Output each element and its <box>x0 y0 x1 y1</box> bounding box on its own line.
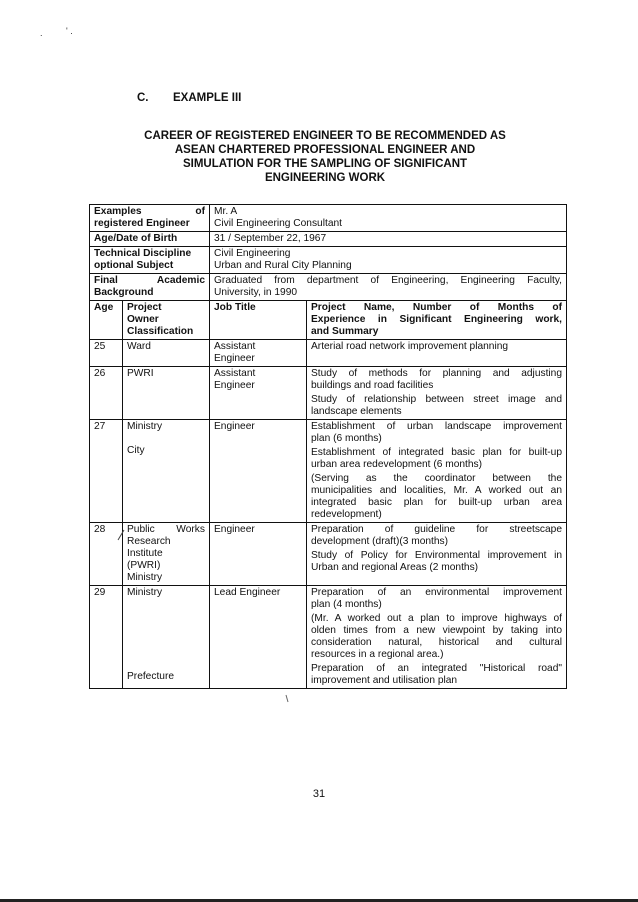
project-entry <box>311 394 562 418</box>
owner-part: City <box>127 445 145 456</box>
engineer-name: Mr. A <box>214 206 238 217</box>
owner-cell <box>123 586 210 689</box>
spacer <box>127 599 205 611</box>
table-row-age-28 <box>90 523 567 586</box>
owner-part: (PWRI) <box>127 560 161 571</box>
table-row-age-25 <box>90 340 567 367</box>
owner-part: Public Works <box>127 524 205 535</box>
background-text: Graduated from department of Engineering, Engineering Faculty, <box>214 275 563 286</box>
job-cell <box>210 340 307 367</box>
label-part: Technical Discipline <box>94 248 192 259</box>
project-line: olden times from a new viewpoint by taking into <box>311 625 563 636</box>
project-cell <box>307 523 567 586</box>
technical-value <box>210 247 567 274</box>
project-entry <box>311 587 562 611</box>
job-cell: Engineer <box>210 420 307 523</box>
examples-label <box>90 205 210 232</box>
project-line: municipalities and localities, Mr. A worked out an <box>311 485 563 496</box>
title-line: ENGINEERING WORK <box>264 172 386 184</box>
header-part: Experience in Significant Engineering work, <box>311 314 563 325</box>
engineer-role: Civil Engineering Consultant <box>214 218 342 229</box>
spacer <box>127 635 205 647</box>
career-table <box>89 204 567 689</box>
project-line: landscape elements <box>311 406 402 417</box>
scan-mark-icon <box>284 694 290 704</box>
table-row-age-26 <box>90 367 567 420</box>
project-line: Study of methods for planning and adjusting <box>311 368 563 379</box>
owner-part: Ministry <box>127 572 163 583</box>
owner-cell: PWRI <box>123 367 210 420</box>
project-cell: Arterial road network improvement planning <box>307 340 567 367</box>
table-row-age-27 <box>90 420 567 523</box>
background-text: University, in 1990 <box>214 287 298 298</box>
project-entry <box>311 368 562 392</box>
title-line: ASEAN CHARTERED PROFESSIONAL ENGINEER AND <box>174 144 476 156</box>
project-entry <box>311 663 562 687</box>
info-row-age <box>90 232 567 247</box>
page-number: 31 <box>312 788 326 800</box>
spacer <box>127 659 205 671</box>
project-line: Preparation of an integrated "Historical road" <box>311 663 563 674</box>
label-part: Examples <box>94 206 142 217</box>
owner-cell <box>123 420 210 523</box>
project-line: buildings and road facilities <box>311 380 434 391</box>
label-part: Final <box>94 275 118 286</box>
spacer <box>127 433 205 445</box>
project-line: resources in a regional area.) <box>311 649 444 660</box>
pen-mark-icon <box>116 528 126 542</box>
owner-part: Ministry <box>127 421 163 432</box>
discipline: Civil Engineering <box>214 248 291 259</box>
info-row-background <box>90 274 567 301</box>
project-line: plan (6 months) <box>311 433 382 444</box>
info-row-examples <box>90 205 567 232</box>
project-line: development (draft)(3 months) <box>311 536 449 547</box>
age-label: Age/Date of Birth <box>90 232 210 247</box>
project-entry <box>311 550 562 574</box>
age-cell: 25 <box>90 340 123 367</box>
owner-cell: Ward <box>123 340 210 367</box>
project-line: Preparation of an environmental improvement <box>311 587 563 598</box>
project-cell <box>307 367 567 420</box>
project-line: (Serving as the coordinator between the <box>311 473 563 484</box>
age-value: 27 <box>94 421 106 432</box>
project-line: Preparation of guideline for streetscape <box>311 524 563 535</box>
background-label <box>90 274 210 301</box>
project-line: improvement and utilisation plan <box>311 675 458 686</box>
header-part: Project Name, Number of Months of <box>311 302 563 313</box>
label-part: of <box>195 206 205 217</box>
info-row-technical <box>90 247 567 274</box>
job-part: Assistant <box>214 368 256 379</box>
project-line: plan (4 months) <box>311 599 382 610</box>
header-age: Age <box>90 301 123 340</box>
project-line: Urban and regional Areas (2 months) <box>311 562 479 573</box>
project-line: Establishment of urban landscape improvement <box>311 421 563 432</box>
project-entry <box>311 447 562 471</box>
job-cell: Lead Engineer <box>210 586 307 689</box>
title-line: CAREER OF REGISTERED ENGINEER TO BE RECOMMENDED AS <box>144 130 506 142</box>
project-entry <box>311 421 562 445</box>
owner-cell <box>123 523 210 586</box>
job-cell <box>210 367 307 420</box>
examples-value <box>210 205 567 232</box>
age-value: 31 / September 22, 1967 <box>210 232 567 247</box>
scan-speck: ' . <box>66 26 73 36</box>
project-cell <box>307 586 567 689</box>
owner-part: Prefecture <box>127 671 174 682</box>
owner-part: Institute <box>127 548 163 559</box>
label-part: Background <box>94 287 154 298</box>
header-part: Owner <box>127 314 159 325</box>
header-part: and Summary <box>311 326 379 337</box>
section-label: EXAMPLE III <box>173 92 242 104</box>
job-part: Assistant <box>214 341 256 352</box>
project-line: Study of relationship between street image and <box>311 394 563 405</box>
column-header-row <box>90 301 567 340</box>
age-cell: 28 <box>90 523 123 586</box>
project-line: (Mr. A worked out a plan to improve highways of <box>311 613 563 624</box>
technical-label <box>90 247 210 274</box>
header-part: Project <box>127 302 162 313</box>
project-line: consideration natural, historical and cultural <box>311 637 563 648</box>
header-owner <box>123 301 210 340</box>
header-part: Classification <box>127 326 194 337</box>
background-value <box>210 274 567 301</box>
age-cell: 29 <box>90 586 123 689</box>
spacer <box>127 623 205 635</box>
title-line: SIMULATION FOR THE SAMPLING OF SIGNIFICANT <box>182 158 468 170</box>
optional-subject: Urban and Rural City Planning <box>214 260 352 271</box>
label-part: optional Subject <box>94 260 174 271</box>
job-part: Engineer <box>214 380 255 391</box>
spacer <box>127 611 205 623</box>
owner-part: Research <box>127 536 171 547</box>
table-row-age-29 <box>90 586 567 689</box>
project-line: integrated basic plan for built-up urban area <box>311 497 563 508</box>
scan-speck: . <box>40 28 43 38</box>
project-entry <box>311 613 562 661</box>
project-entry <box>311 524 562 548</box>
project-line: Establishment of integrated basic plan for built-up <box>311 447 563 458</box>
age-cell <box>90 420 123 523</box>
header-job: Job Title <box>210 301 307 340</box>
header-project <box>307 301 567 340</box>
project-entry <box>311 473 562 521</box>
section-letter: C. <box>137 92 149 104</box>
document-title <box>110 129 540 185</box>
job-cell: Engineer <box>210 523 307 586</box>
label-part: registered Engineer <box>94 218 190 229</box>
section-heading <box>137 92 241 104</box>
project-line: redevelopment) <box>311 509 382 520</box>
project-line: Study of Policy for Environmental improvement in <box>311 550 563 561</box>
owner-part: Ministry <box>127 587 163 598</box>
label-part: Academic <box>156 275 205 286</box>
project-cell <box>307 420 567 523</box>
job-part: Engineer <box>214 353 255 364</box>
project-line: urban area redevelopment (6 months) <box>311 459 483 470</box>
spacer <box>127 647 205 659</box>
age-cell: 26 <box>90 367 123 420</box>
